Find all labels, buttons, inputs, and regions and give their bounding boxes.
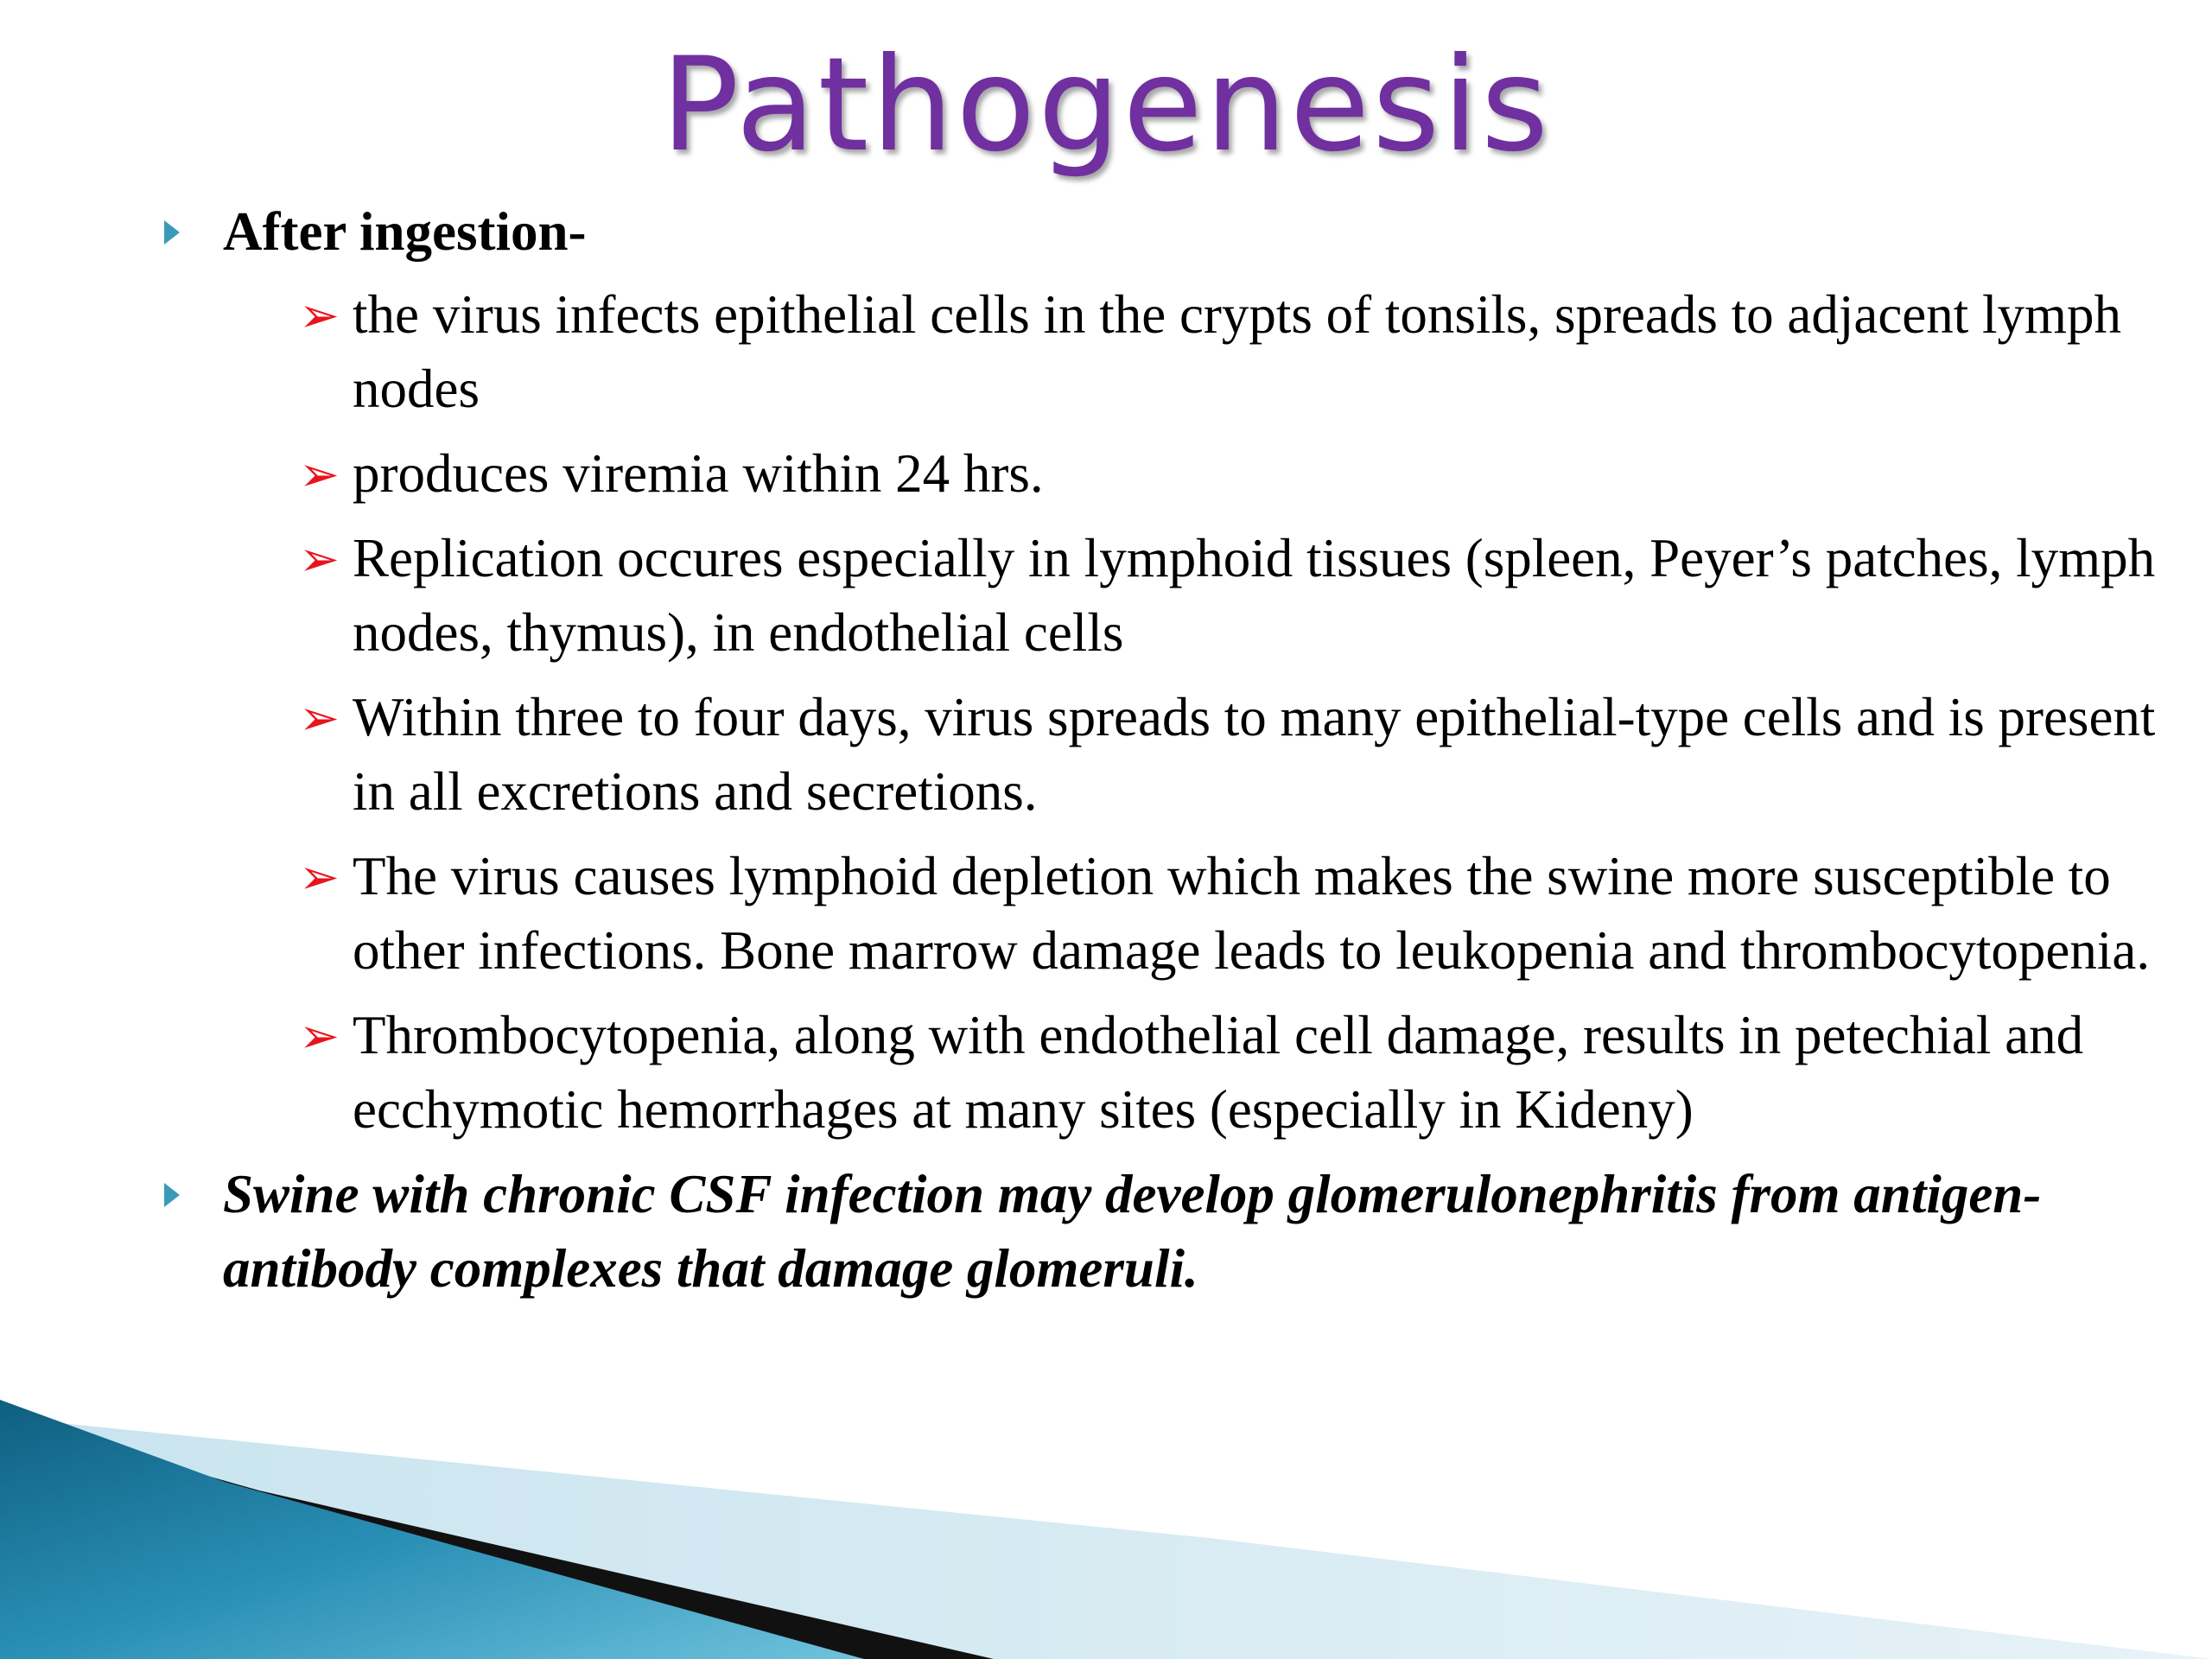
sub-bullet-item [223, 277, 2169, 426]
bullet-text: Swine with chronic CSF infection may develop glomerulonephritis from antigen-antibody complexes that damage glomeruli. [223, 1164, 2042, 1299]
triangle-bullet-icon [164, 220, 180, 245]
sub-bullet-text: The virus causes lymphoid depletion which makes the swine more susceptible to other infections. Bone marrow damage leads to leukopenia and thrombocytopenia. [353, 846, 2151, 981]
sub-bullet-item [223, 521, 2169, 670]
sub-bullet-text: Within three to four days, virus spreads to many epithelial-type cells and is present in all excretions and secretions. [353, 687, 2156, 822]
arrow-bullet-icon: ➢ [299, 849, 340, 906]
bullet-level1-chronic-csf [156, 1157, 2169, 1306]
sub-bullet-text: Replication occures especially in lymphoid tissues (spleen, Peyer’s patches, lymph nodes, thymus), in endothelial cells [353, 528, 2156, 663]
sub-bullet-text: produces viremia within 24 hrs. [353, 443, 1044, 504]
decorative-swoosh [0, 1400, 2212, 1659]
arrow-bullet-icon: ➢ [299, 1008, 340, 1065]
sub-bullet-item [223, 998, 2169, 1147]
sub-bullet-text: the virus infects epithelial cells in the crypts of tonsils, spreads to adjacent lymph nodes [353, 284, 2122, 419]
sub-bullet-text: Thrombocytopenia, along with endothelial cell damage, results in petechial and ecchymotic hemorrhages at many sites (especially in Kideny) [353, 1005, 2084, 1140]
bullet-text: After ingestion- [223, 201, 587, 262]
arrow-bullet-icon: ➢ [299, 531, 340, 588]
arrow-bullet-icon: ➢ [299, 447, 340, 503]
triangle-bullet-icon [164, 1183, 180, 1207]
sub-bullet-item [223, 436, 2169, 511]
arrow-bullet-icon: ➢ [299, 288, 340, 344]
slide-title: Pathogenesis [660, 30, 1552, 181]
sub-bullet-list [223, 277, 2169, 1147]
bullet-level1-after-ingestion [156, 194, 2169, 1147]
sub-bullet-item [223, 839, 2169, 988]
sub-bullet-item [223, 680, 2169, 829]
slide-content [156, 194, 2169, 1306]
arrow-bullet-icon: ➢ [299, 690, 340, 747]
